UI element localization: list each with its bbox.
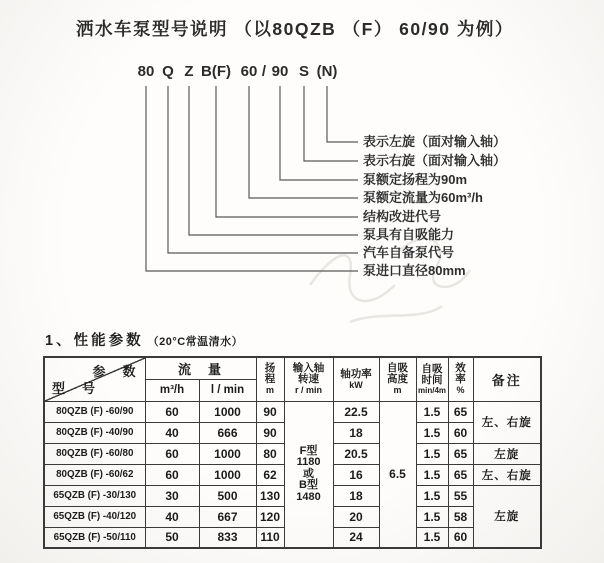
- cell-power: 18: [333, 422, 379, 443]
- cell-efficiency: 65: [448, 464, 473, 485]
- cell-remark: 左旋: [473, 443, 541, 464]
- header-line: 扬: [264, 362, 276, 375]
- cell-head: 120: [256, 506, 284, 527]
- model-token: Z: [184, 63, 194, 80]
- cell-power: 20.5: [333, 443, 379, 464]
- cell-remark: 左、右旋: [473, 401, 541, 443]
- callout-label: 表示右旋（面对输入轴）: [363, 153, 507, 168]
- header-line: m: [266, 385, 275, 396]
- model-token: Q: [162, 63, 174, 80]
- cell-head: 62: [256, 464, 284, 485]
- header-line: m: [393, 385, 402, 396]
- callout-line: [327, 86, 358, 142]
- cell-remark: 左、右旋: [473, 464, 541, 485]
- speed-line: 1180: [296, 456, 321, 468]
- cell-efficiency: 65: [448, 401, 473, 422]
- callout-line: [216, 86, 358, 217]
- header-line: r / min: [295, 385, 323, 396]
- header-flow-m3h: m³/h: [145, 379, 199, 401]
- header-flow-label: 流 量: [178, 361, 224, 377]
- header-param-label: 参 数: [92, 364, 138, 379]
- callout-line: [146, 86, 358, 271]
- cell-head: 90: [256, 401, 284, 422]
- cell-power: 16: [333, 464, 379, 485]
- header-line: 转速: [298, 373, 320, 386]
- cell-flow-lmin: 1000: [199, 464, 256, 485]
- header-line: 轴功率: [340, 367, 372, 380]
- header-line: %: [456, 385, 465, 396]
- cell-flow-lmin: 500: [199, 485, 256, 506]
- header-line: 输入轴: [292, 362, 325, 375]
- cell-model: 80QZB (F) -60/90: [44, 401, 145, 422]
- header-line: 自吸: [421, 362, 443, 375]
- cell-flow-lmin: 833: [199, 527, 256, 548]
- cell-flow-m3h: 30: [145, 485, 199, 506]
- header-line: 效: [455, 362, 466, 375]
- cell-power: 18: [333, 485, 379, 506]
- cell-efficiency: 60: [448, 527, 473, 548]
- cell-flow-lmin: 1000: [199, 401, 256, 422]
- model-token: /: [261, 63, 267, 80]
- cell-efficiency: 60: [448, 422, 473, 443]
- cell-model: 80QZB (F) -40/90: [44, 422, 145, 443]
- header-line: 率: [455, 373, 466, 386]
- cell-suction-time: 1.5: [416, 485, 448, 506]
- header-remark-label: 备注: [491, 372, 522, 388]
- model-token: 90: [271, 63, 289, 80]
- cell-flow-m3h: 40: [145, 422, 199, 443]
- callout-label: 结构改进代号: [363, 209, 442, 224]
- header-model-label: 型 号: [52, 380, 98, 396]
- callout-label: 表示左旋（面对输入轴）: [363, 134, 507, 149]
- cell-suction-time: 1.5: [416, 527, 448, 548]
- speed-line: F型: [299, 444, 318, 457]
- cell-head: 80: [256, 443, 284, 464]
- section-title-text: 1、性能参数: [45, 333, 144, 349]
- header-head: [256, 357, 284, 401]
- callout-line: [189, 86, 358, 235]
- speed-line: 1480: [296, 490, 321, 503]
- callout-line: [249, 86, 358, 198]
- callout-label: 泵额定流量为60m³/h: [363, 190, 483, 205]
- cell-suction-time: 1.5: [416, 422, 448, 443]
- header-line: kW: [349, 379, 363, 390]
- callout-line: [304, 86, 358, 161]
- cell-power: 20: [333, 506, 379, 527]
- callout-label: 汽车自备泵代号: [363, 245, 455, 260]
- doc-title: 洒水车泵型号说明 （以80QZB （F） 60/90 为例）: [76, 19, 514, 39]
- speed-line: 或: [303, 467, 315, 480]
- header-remark: [473, 357, 541, 401]
- performance-table: [43, 356, 542, 549]
- cell-suction-time: 1.5: [416, 464, 448, 485]
- speed-line: B型: [299, 479, 318, 491]
- header-line: min/4m: [418, 385, 447, 395]
- header-shaft-power: [333, 357, 379, 401]
- cell-efficiency: 58: [448, 506, 473, 527]
- cell-efficiency: 65: [448, 443, 473, 464]
- model-token: 60: [240, 63, 258, 80]
- cell-flow-m3h: 60: [145, 464, 199, 485]
- cell-efficiency: 55: [448, 485, 473, 506]
- cell-suction-time: 1.5: [416, 401, 448, 422]
- cell-remark: 左旋: [473, 485, 541, 548]
- model-token: B(F): [201, 63, 231, 80]
- cell-flow-m3h: 50: [145, 527, 199, 548]
- model-token: 80: [137, 63, 155, 80]
- cell-power: 22.5: [333, 401, 379, 422]
- header-line: 程: [264, 373, 276, 386]
- cell-model: 65QZB (F) -50/110: [44, 527, 145, 548]
- header-suction-height: [379, 357, 416, 401]
- cell-head: 130: [256, 485, 284, 506]
- cell-flow-m3h: 40: [145, 506, 199, 527]
- model-token: S: [298, 63, 310, 80]
- cell-flow-m3h: 60: [145, 443, 199, 464]
- cell-model: 80QZB (F) -60/80: [44, 443, 145, 464]
- cell-suction-time: 1.5: [416, 443, 448, 464]
- callout-label: 泵具有自吸能力: [363, 227, 455, 242]
- header-line: 时间: [421, 373, 443, 386]
- cell-power: 24: [333, 527, 379, 548]
- header-suction-time: [416, 357, 448, 401]
- cell-head: 90: [256, 422, 284, 443]
- table-row: [44, 401, 541, 422]
- header-line: 自吸: [387, 362, 409, 375]
- section-subtitle-text: （20°C常温清水）: [147, 336, 244, 348]
- section-title: [45, 329, 243, 350]
- cell-input-speed: [284, 401, 333, 548]
- callout-line: [280, 86, 358, 180]
- header-input-speed: [284, 357, 333, 401]
- cell-model: 80QZB (F) -60/62: [44, 464, 145, 485]
- cell-suction-height: 6.5: [379, 401, 416, 548]
- cell-suction-time: 1.5: [416, 506, 448, 527]
- header-efficiency: [448, 357, 473, 401]
- cell-flow-lmin: 1000: [199, 443, 256, 464]
- model-code: [0, 63, 604, 81]
- callout-label: 泵额定扬程为90m: [363, 172, 468, 187]
- model-token: (N): [316, 63, 338, 80]
- callout-line: [168, 86, 358, 253]
- cell-model: 65QZB (F) -30/130: [44, 485, 145, 506]
- callout-label: 泵进口直径80mm: [363, 263, 466, 278]
- header-corner-cell: [44, 357, 145, 401]
- header-line: 高度: [387, 373, 409, 386]
- cell-head: 110: [256, 527, 284, 548]
- cell-flow-m3h: 60: [145, 401, 199, 422]
- cell-model: 65QZB (F) -40/120: [44, 506, 145, 527]
- header-flow: [145, 357, 256, 379]
- cell-flow-lmin: 666: [199, 422, 256, 443]
- cell-flow-lmin: 667: [199, 506, 256, 527]
- header-flow-lmin: l / min: [199, 379, 256, 401]
